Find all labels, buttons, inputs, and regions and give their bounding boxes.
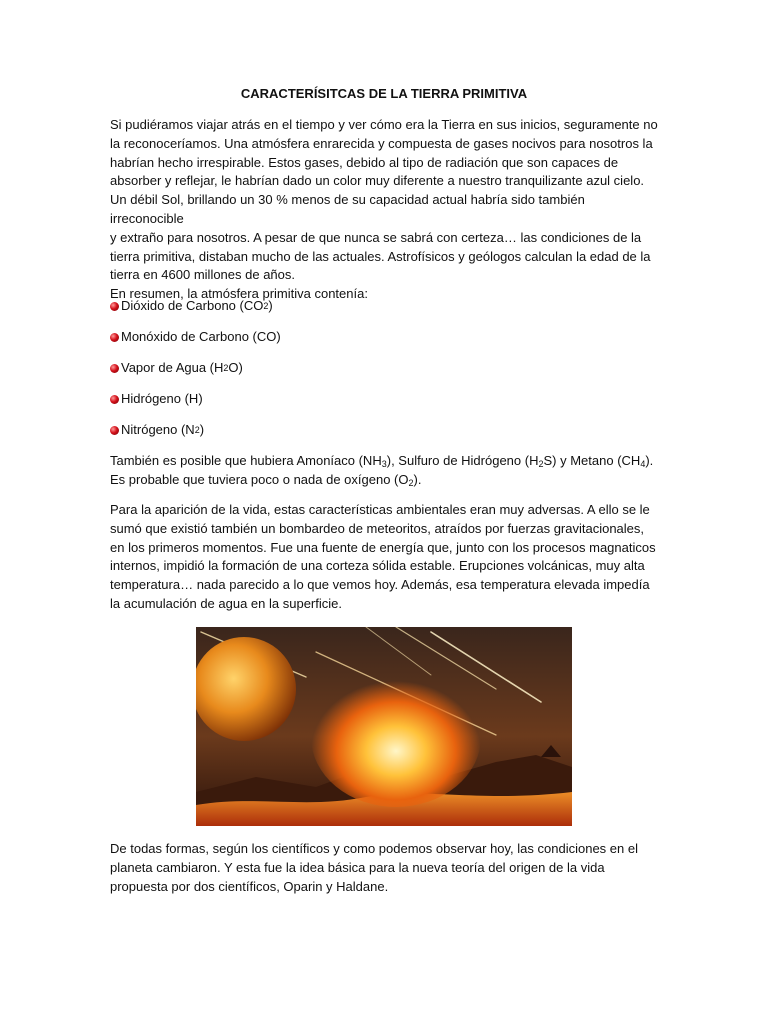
gas-list-item: Hidrógeno (H) (110, 390, 203, 408)
text-line: sumó que existió también un bombardeo de meteoritos, atraídos por fuerzas gravitacionales, (110, 520, 645, 536)
gas-list-item: Dióxido de Carbono (CO 2 ) (110, 297, 273, 315)
gas-list-item: Nitrógeno (N 2 ) (110, 421, 204, 439)
text-line: En resumen, la atmósfera primitiva contenía: (110, 286, 368, 302)
text-line: la reconoceríamos. Una atmósfera enrarecida y compuesta de gases nocivos para nosotros la (110, 135, 653, 151)
planet-icon (196, 637, 296, 741)
additional-gases-paragraph: También es posible que hubiera Amoníaco $(NH_3)$, Sulfuro de Hidrógeno $(H_2S)$ y Metano $(CH_4)$. Es probable que tuviera poco o nada de oxígeno $(O_2)$. (110, 453, 654, 488)
bullet-icon (110, 302, 119, 311)
conclusion-paragraph (110, 840, 662, 896)
bullet-icon (110, 426, 119, 435)
text-line: De todas formas, según los científicos y como podemos observar hoy, las condiciones en el (110, 841, 638, 856)
life-conditions-paragraph (110, 501, 662, 614)
text-line: Para la aparición de la vida, estas características ambientales eran muy adversas. A ello se le (110, 502, 650, 517)
text-line: en los primeros momentos. Fue una fuente de energía que, junto con los procesos magnaticos (110, 539, 656, 555)
text-line: y extraño para nosotros. A pesar de que nunca se sabrá con certeza… las condiciones de la (110, 229, 642, 245)
primitive-earth-illustration (196, 627, 572, 826)
text-line: tierra primitiva, distaban mucho de las actuales. Astrofísicos y geólogos calculan la edad de la (110, 248, 651, 264)
text-line: habrían hecho irrespirable. Estos gases, debido al tipo de radiación que son capaces de (110, 154, 619, 170)
bullet-icon (110, 333, 119, 342)
impact-explosion (311, 667, 481, 807)
gas-list-item: Vapor de Agua (H 2 O) (110, 359, 243, 377)
intro-paragraph (110, 116, 662, 304)
bullet-icon (110, 364, 119, 373)
text-line: la acumulación de agua en la superficie. (110, 595, 342, 611)
gas-list-item: Monóxido de Carbono (CO) (110, 328, 281, 346)
bullet-icon (110, 395, 119, 404)
text-line: temperatura… nada parecido a lo que vemos hoy. Además, esa temperatura elevada impedía (110, 577, 650, 593)
text-line: tierra en 4600 millones de años. (110, 267, 296, 283)
text-line: internos, impidió la formación de una corteza sólida estable. Erupciones volcánicas, muy alta (110, 558, 645, 574)
page-title: CARACTERÍSITCAS DE LA TIERRA PRIMITIVA (240, 86, 528, 101)
text-line: propuesta por dos científicos, Oparin y Haldane. (110, 878, 389, 894)
text-line: absorber y reflejar, le habrían dado un color muy diferente a nuestro tranquilizante azul cielo. (110, 173, 645, 189)
text-line: Un débil Sol, brillando un 30 % menos de su capacidad actual habría sido también irreconocible (110, 192, 585, 226)
text-line: planeta cambiaron. Y esta fue la idea básica para la nueva teoría del origen de la vida (110, 859, 605, 875)
text-line: Si pudiéramos viajar atrás en el tiempo y ver cómo era la Tierra en sus inicios, seguramente no (110, 117, 658, 132)
